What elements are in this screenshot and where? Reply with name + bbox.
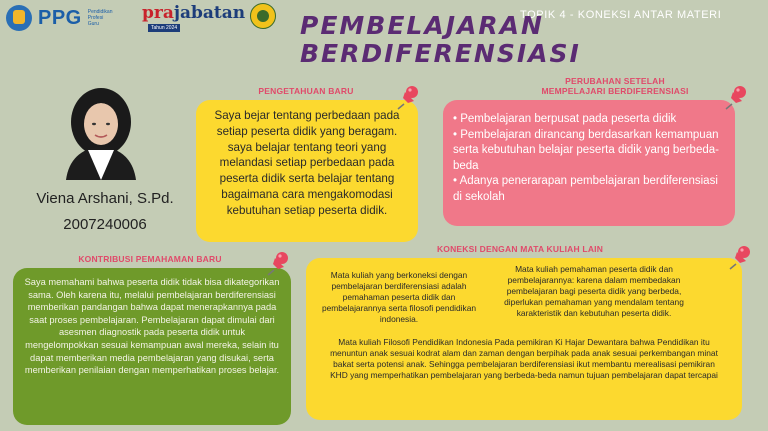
box-pengetahuan-baru	[196, 100, 418, 242]
prajabatan-pre: pra	[142, 3, 174, 23]
title-line1: PEMBELAJARAN	[300, 11, 544, 40]
prajabatan-logo	[142, 3, 245, 23]
box-koneksi	[306, 258, 742, 420]
title-line2: BERDIFERENSIASI	[300, 39, 581, 68]
koneksi-columns	[314, 264, 734, 325]
ppg-subtitle: Pendidikan Profesi Guru	[87, 9, 113, 27]
push-pin-icon	[724, 84, 750, 110]
label-kontribusi: KONTRIBUSI PEMAHAMAN BARU	[78, 254, 222, 264]
box-kontribusi	[13, 268, 291, 425]
list-item: • Pembelajaran dirancang berdasarkan kemampuan serta kebutuhan belajar peserta didik yang berbeda-beda	[453, 128, 719, 172]
ppg-logo	[6, 4, 116, 32]
label-perubahan-line1: PERUBAHAN SETELAH	[565, 76, 665, 86]
label-perubahan-line2: MEMPELAJARI BERDIFERENSIASI	[541, 86, 689, 96]
text-kontribusi: Saya memahami bahwa peserta didik tidak bisa dikategorikan sama. Oleh karena itu, melalui pembelajaran berdiferensiasi memberikan pandangan bahwa dapat menerapkannya pada saat proses pembelajaran. Pembelajaran dapat dimulai dari asesmen diagnostik pada peserta didik untuk mengelompokkan sesuai kemampuan awal mereka, selain itu dapat memberikan media pembelajaran yang disukai, serta memberikan penilaian dengan memperhatikan proses belajar.	[24, 277, 280, 376]
text-koneksi-right: Mata kuliah pemahaman peserta didik dan pembelajarannya: karena dalam membedakan pembelajaran bagi peserta didik yang berbeda, diperlukan pemahaman yang mendalam tentang karakteristik dan kebutuhan peserta didik.	[504, 264, 684, 318]
list-item: • Adanya penerarapan pembelajaran berdiferensiasi di sekolah	[453, 175, 718, 203]
profile-name: Viena Arshani, S.Pd.	[36, 190, 174, 207]
label-perubahan	[520, 76, 710, 96]
label-koneksi: KONEKSI DENGAN MATA KULIAH LAIN	[436, 244, 604, 254]
text-pengetahuan-baru: Saya bejar tentang perbedaan pada setiap peserta didik yang beragam. saya belajar tentang teori yang melandasi setiap perbedaan pada peserta didik serta belajar tentang bagaimana cara mengakomodasi kebutuhan setiap peserta didik.	[214, 109, 400, 217]
push-pin-icon	[266, 250, 292, 276]
label-pengetahuan-baru: PENGETAHUAN BARU	[258, 86, 354, 96]
page-title	[300, 11, 581, 68]
text-koneksi-bottom: Mata kuliah Filosofi Pendidikan Indonesia Pada pemikiran Ki Hajar Dewantara bahwa Pendidikan itu menuntun anak sesuai kodrat alam dan zaman dengan berpihak pada anak sesuai perkembangan minat bakat serta potensi anak. Sehingga pembelajaran berdiferensiasi ikut membantu merealisasi pemikiran KHD yang memperhatikan pembelajaran yang berbeda-beda namun tujuan pembelajaran dapat tercapai	[330, 337, 718, 380]
list-item: • Pembelajaran berpusat pada peserta didik	[453, 113, 677, 125]
box-perubahan	[443, 100, 735, 226]
prajabatan-post: jabatan	[173, 3, 246, 23]
text-koneksi-left: Mata kuliah yang berkoneksi dengan pembelajaran berdiferensiasi adalah pemahaman peserta didik dan pembelajarannya serta filosofi pendidikan indonesia.	[321, 270, 477, 324]
push-pin-icon	[728, 244, 754, 270]
ppg-logo-text: PPG	[38, 6, 82, 29]
list-perubahan	[453, 112, 725, 206]
push-pin-icon	[396, 84, 422, 110]
profile-id-number: 2007240006	[63, 216, 147, 233]
prajabatan-year: Tahun 2024	[148, 24, 180, 32]
university-seal-icon	[250, 3, 276, 29]
ppg-logo-icon	[6, 5, 32, 31]
topic-label: TOPIK 4 - KONEKSI ANTAR MATERI	[520, 9, 722, 21]
profile-photo	[60, 80, 142, 180]
